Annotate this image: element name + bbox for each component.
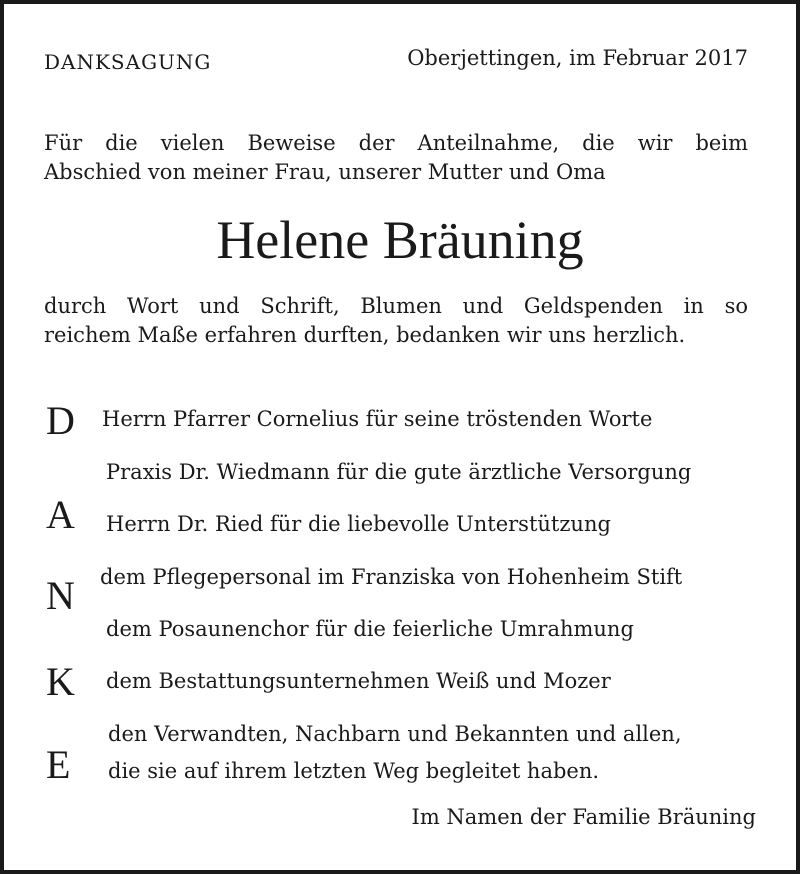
thanks-item: dem Posaunenchor für die feierliche Umrahmung bbox=[106, 617, 634, 641]
signature: Im Namen der Familie Bräuning bbox=[411, 805, 756, 829]
thanks-item: Praxis Dr. Wiedmann für die gute ärztliche Versorgung bbox=[106, 460, 692, 484]
notice-type-label: DANKSAGUNG bbox=[44, 50, 212, 74]
intro-line: Abschied von meiner Frau, unserer Mutter und Oma bbox=[44, 160, 606, 184]
body-text bbox=[44, 292, 748, 350]
intro-text bbox=[44, 129, 748, 187]
danke-letter-k: K bbox=[46, 659, 75, 704]
place-date: Oberjettingen, im Februar 2017 bbox=[407, 46, 748, 70]
body-line: reichem Maße erfahren durften, bedanken wir uns herzlich. bbox=[44, 323, 686, 347]
thanks-item: dem Pflegepersonal im Franziska von Hohenheim Stift bbox=[100, 565, 683, 589]
intro-line: Für die vielen Beweise der Anteilnahme, die wir beim bbox=[44, 131, 748, 155]
danke-letter-n: N bbox=[46, 573, 75, 618]
thanks-item: die sie auf ihrem letzten Weg begleitet haben. bbox=[108, 759, 600, 783]
danke-letter-e: E bbox=[46, 742, 71, 787]
thanks-item: dem Bestattungsunternehmen Weiß und Mozer bbox=[106, 669, 611, 693]
thanks-item: Herrn Dr. Ried für die liebevolle Unterstützung bbox=[106, 512, 611, 536]
deceased-name: Helene Bräuning bbox=[216, 210, 584, 270]
thanks-item: Herrn Pfarrer Cornelius für seine tröstenden Worte bbox=[102, 407, 653, 431]
danke-letter-a: A bbox=[46, 492, 75, 537]
body-line: durch Wort und Schrift, Blumen und Geldspenden in so bbox=[44, 294, 748, 318]
danke-letter-d: D bbox=[46, 398, 75, 443]
thanks-item: den Verwandten, Nachbarn und Bekannten und allen, bbox=[108, 722, 682, 746]
